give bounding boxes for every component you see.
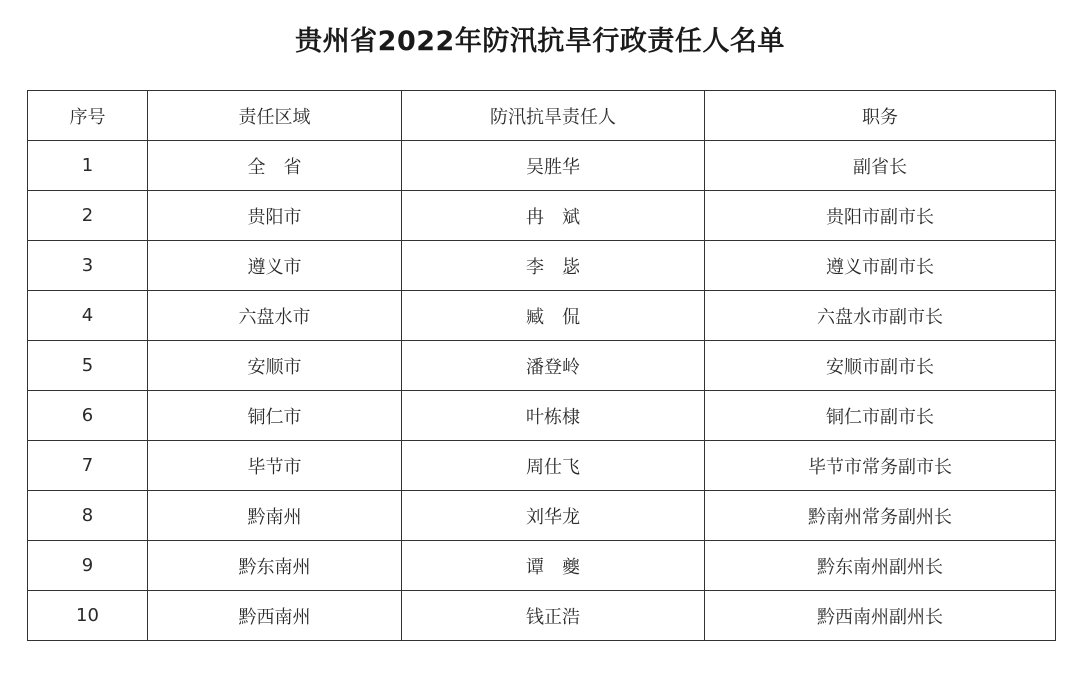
cell-region: 毕节市	[148, 441, 402, 491]
table-row	[28, 441, 1056, 491]
table-row	[28, 191, 1056, 241]
table-row	[28, 491, 1056, 541]
cell-index: 1	[28, 141, 148, 191]
header-index: 序号	[28, 91, 148, 141]
cell-index: 3	[28, 241, 148, 291]
cell-index: 7	[28, 441, 148, 491]
page-title: 贵州省2022年防汛抗旱行政责任人名单	[295, 26, 785, 57]
cell-duty: 黔东南州副州长	[705, 541, 1056, 591]
cell-person: 潘登岭	[402, 341, 705, 391]
cell-region: 黔南州	[148, 491, 402, 541]
cell-region: 安顺市	[148, 341, 402, 391]
cell-region: 全 省	[148, 141, 402, 191]
table-row	[28, 341, 1056, 391]
cell-person: 冉 斌	[402, 191, 705, 241]
cell-region: 黔东南州	[148, 541, 402, 591]
header-region: 责任区域	[148, 91, 402, 141]
table-row	[28, 241, 1056, 291]
cell-index: 5	[28, 341, 148, 391]
cell-duty: 安顺市副市长	[705, 341, 1056, 391]
cell-region: 铜仁市	[148, 391, 402, 441]
cell-index: 10	[28, 591, 148, 641]
cell-region: 遵义市	[148, 241, 402, 291]
cell-index: 6	[28, 391, 148, 441]
table-row	[28, 141, 1056, 191]
cell-person: 周仕飞	[402, 441, 705, 491]
table-header-row	[28, 91, 1056, 141]
header-duty: 职务	[705, 91, 1056, 141]
cell-person: 李 毖	[402, 241, 705, 291]
cell-duty: 副省长	[705, 141, 1056, 191]
cell-duty: 六盘水市副市长	[705, 291, 1056, 341]
cell-person: 谭 夔	[402, 541, 705, 591]
cell-duty: 黔南州常务副州长	[705, 491, 1056, 541]
cell-person: 刘华龙	[402, 491, 705, 541]
cell-person: 吴胜华	[402, 141, 705, 191]
cell-index: 8	[28, 491, 148, 541]
table-row	[28, 291, 1056, 341]
cell-region: 六盘水市	[148, 291, 402, 341]
responsibility-table	[27, 90, 1056, 641]
cell-duty: 黔西南州副州长	[705, 591, 1056, 641]
table-row	[28, 591, 1056, 641]
cell-index: 2	[28, 191, 148, 241]
cell-duty: 遵义市副市长	[705, 241, 1056, 291]
cell-region: 贵阳市	[148, 191, 402, 241]
cell-index: 4	[28, 291, 148, 341]
header-person: 防汛抗旱责任人	[402, 91, 705, 141]
table-row	[28, 541, 1056, 591]
cell-duty: 贵阳市副市长	[705, 191, 1056, 241]
cell-person: 钱正浩	[402, 591, 705, 641]
cell-region: 黔西南州	[148, 591, 402, 641]
table-row	[28, 391, 1056, 441]
cell-index: 9	[28, 541, 148, 591]
cell-person: 叶栋棣	[402, 391, 705, 441]
cell-person: 臧 侃	[402, 291, 705, 341]
cell-duty: 铜仁市副市长	[705, 391, 1056, 441]
cell-duty: 毕节市常务副市长	[705, 441, 1056, 491]
